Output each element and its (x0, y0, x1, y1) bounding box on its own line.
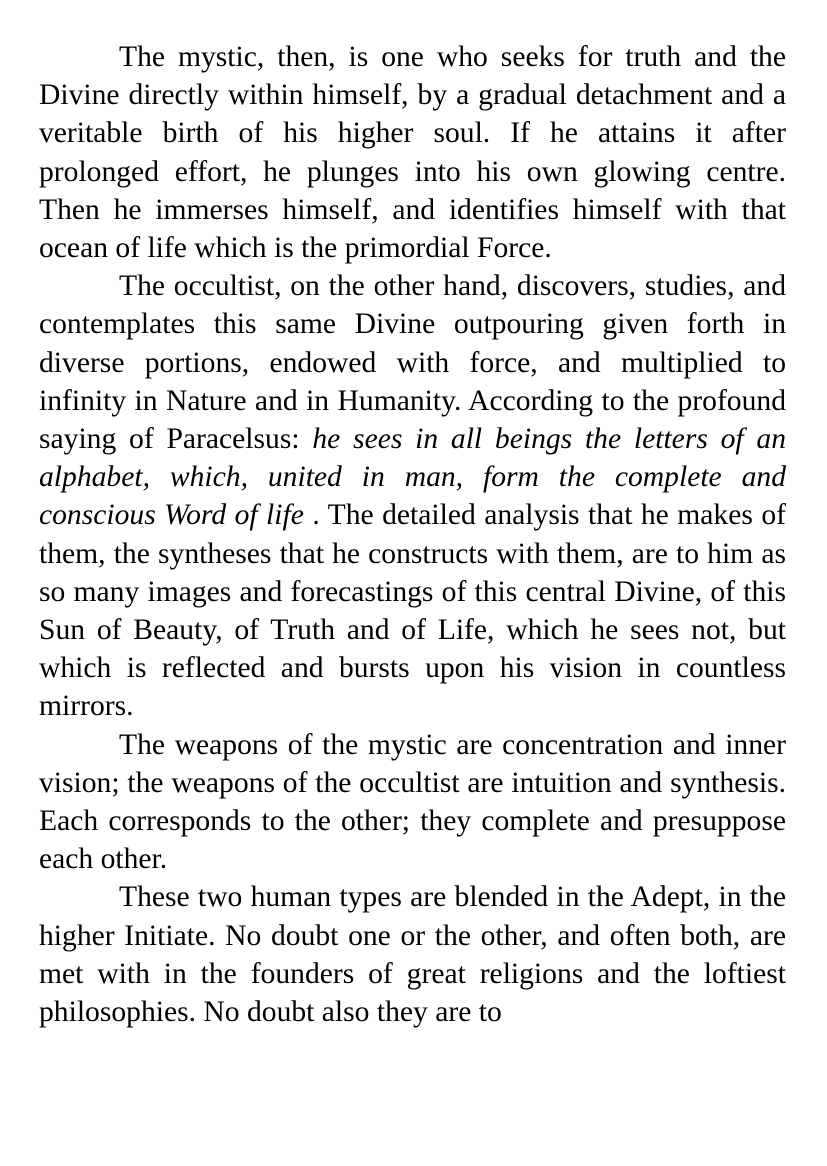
paragraph-weapons: The weapons of the mystic are concentration and inner vision; the weapons of the occultist are intuition and synthesis. Each corresponds to the other; they complete and presuppose each other. (39, 728, 786, 876)
paragraph-occultist-text-before: The occultist, on the other hand, discovers, studies, and contemplates this same Divine outpouring given forth in diverse portions, endowed with force, and multiplied to infinity in Nature and in Humanity. According to the profound saying of Paracelsus: (39, 270, 786, 456)
paragraph-mystic: The mystic, then, is one who seeks for truth and the Divine directly within himself, by a gradual detachment and a veritable birth of his higher soul. If he attains it after prolonged effort, he plunges into his own glowing centre. Then he immerses himself, and identifies himself with that ocean of life which is the primordial Force. (39, 41, 786, 265)
document-page (39, 38, 786, 1031)
paragraph-occultist (39, 267, 786, 725)
paragraph-occultist-text-after: . The detailed analysis that he makes of them, the syntheses that he constructs with them, are to him as so many images and forecastings of this central Divine, of this Sun of Beauty, of Truth and of Life, which he sees not, but which is reflected and bursts upon his vision in countless mirrors. (39, 499, 786, 723)
paragraph-adept: These two human types are blended in the Adept, in the higher Initiate. No doubt one or the other, and often both, are met with in the founders of great religions and the loftiest philosophies. No doubt also they are to (39, 881, 786, 1029)
paracelsus-quote: he sees in all beings the letters of an alphabet, which, united in man, form the complete and conscious Word of life (39, 423, 786, 532)
